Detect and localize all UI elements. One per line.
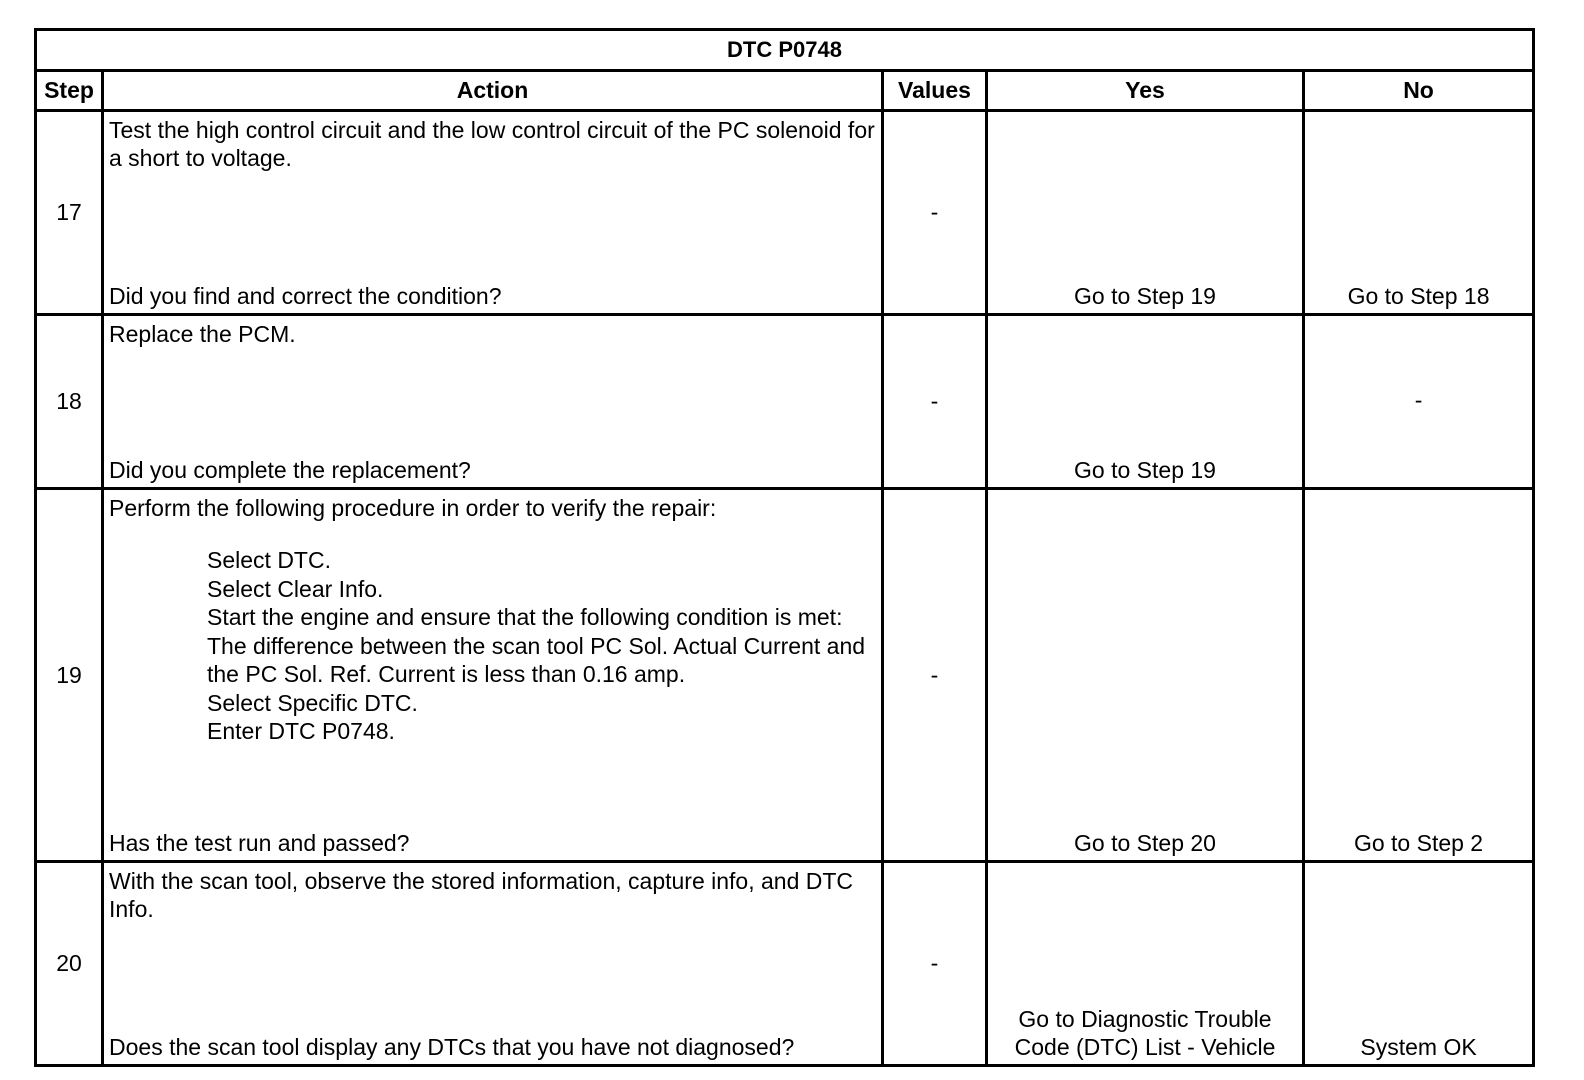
action-cell <box>103 489 883 862</box>
yes-cell <box>987 489 1304 862</box>
yes-cell <box>987 315 1304 489</box>
values-cell: - <box>883 111 987 315</box>
yes-link: Go to Step 19 <box>1074 457 1216 483</box>
header-no: No <box>1304 71 1534 111</box>
yes-link: Go to Step 20 <box>1074 830 1216 856</box>
header-row <box>36 71 1534 111</box>
no-cell <box>1304 315 1534 489</box>
procedure-step: Select DTC. <box>207 547 331 573</box>
step-number: 17 <box>36 111 103 315</box>
procedure-step: Enter DTC P0748. <box>207 718 395 744</box>
table-row <box>36 111 1534 315</box>
yes-cell <box>987 111 1304 315</box>
values-cell: - <box>883 489 987 862</box>
action-question: Has the test run and passed? <box>109 830 410 856</box>
step-number: 18 <box>36 315 103 489</box>
yes-link: Go to Step 19 <box>1074 283 1216 309</box>
action-cell <box>103 315 883 489</box>
no-cell <box>1304 489 1534 862</box>
action-text: Replace the PCM. <box>109 321 296 347</box>
action-cell <box>103 111 883 315</box>
table-row <box>36 315 1534 489</box>
no-cell <box>1304 862 1534 1066</box>
action-question: Did you complete the replacement? <box>109 457 471 483</box>
action-text: Test the high control circuit and the low control circuit of the PC solenoid for a short to voltage. <box>109 117 875 171</box>
yes-cell <box>987 862 1304 1066</box>
header-step: Step <box>36 71 103 111</box>
action-text: Perform the following procedure in order to verify the repair: <box>109 495 717 521</box>
no-cell <box>1304 111 1534 315</box>
dtc-table <box>34 28 1535 1067</box>
no-value: - <box>1414 387 1423 413</box>
procedure-step: Select Specific DTC. <box>207 689 418 716</box>
values-cell: - <box>883 315 987 489</box>
step-number: 19 <box>36 489 103 862</box>
action-text: With the scan tool, observe the stored information, capture info, and DTC Info. <box>109 868 854 922</box>
action-question: Did you find and correct the condition? <box>109 283 502 309</box>
header-values: Values <box>883 71 987 111</box>
no-result: System OK <box>1360 1034 1477 1060</box>
procedure-list <box>109 546 875 746</box>
yes-link: Go to Diagnostic Trouble Code (DTC) List - Vehicle <box>1014 1006 1276 1060</box>
header-action: Action <box>103 71 883 111</box>
action-question: Does the scan tool display any DTCs that you have not diagnosed? <box>109 1034 795 1060</box>
procedure-step: Select Clear Info. <box>207 575 384 602</box>
values-cell: - <box>883 862 987 1066</box>
header-yes: Yes <box>987 71 1304 111</box>
action-cell <box>103 862 883 1066</box>
table-row <box>36 862 1534 1066</box>
no-link: Go to Step 2 <box>1353 830 1484 856</box>
table-title: DTC P0748 <box>36 30 1534 71</box>
no-link: Go to Step 18 <box>1347 283 1490 309</box>
procedure-step: The difference between the scan tool PC Sol. Actual Current and the PC Sol. Ref. Current is less than 0.16 amp. <box>207 632 866 687</box>
table-row <box>36 489 1534 862</box>
step-number: 20 <box>36 862 103 1066</box>
procedure-step: Start the engine and ensure that the following condition is met: <box>207 604 843 630</box>
